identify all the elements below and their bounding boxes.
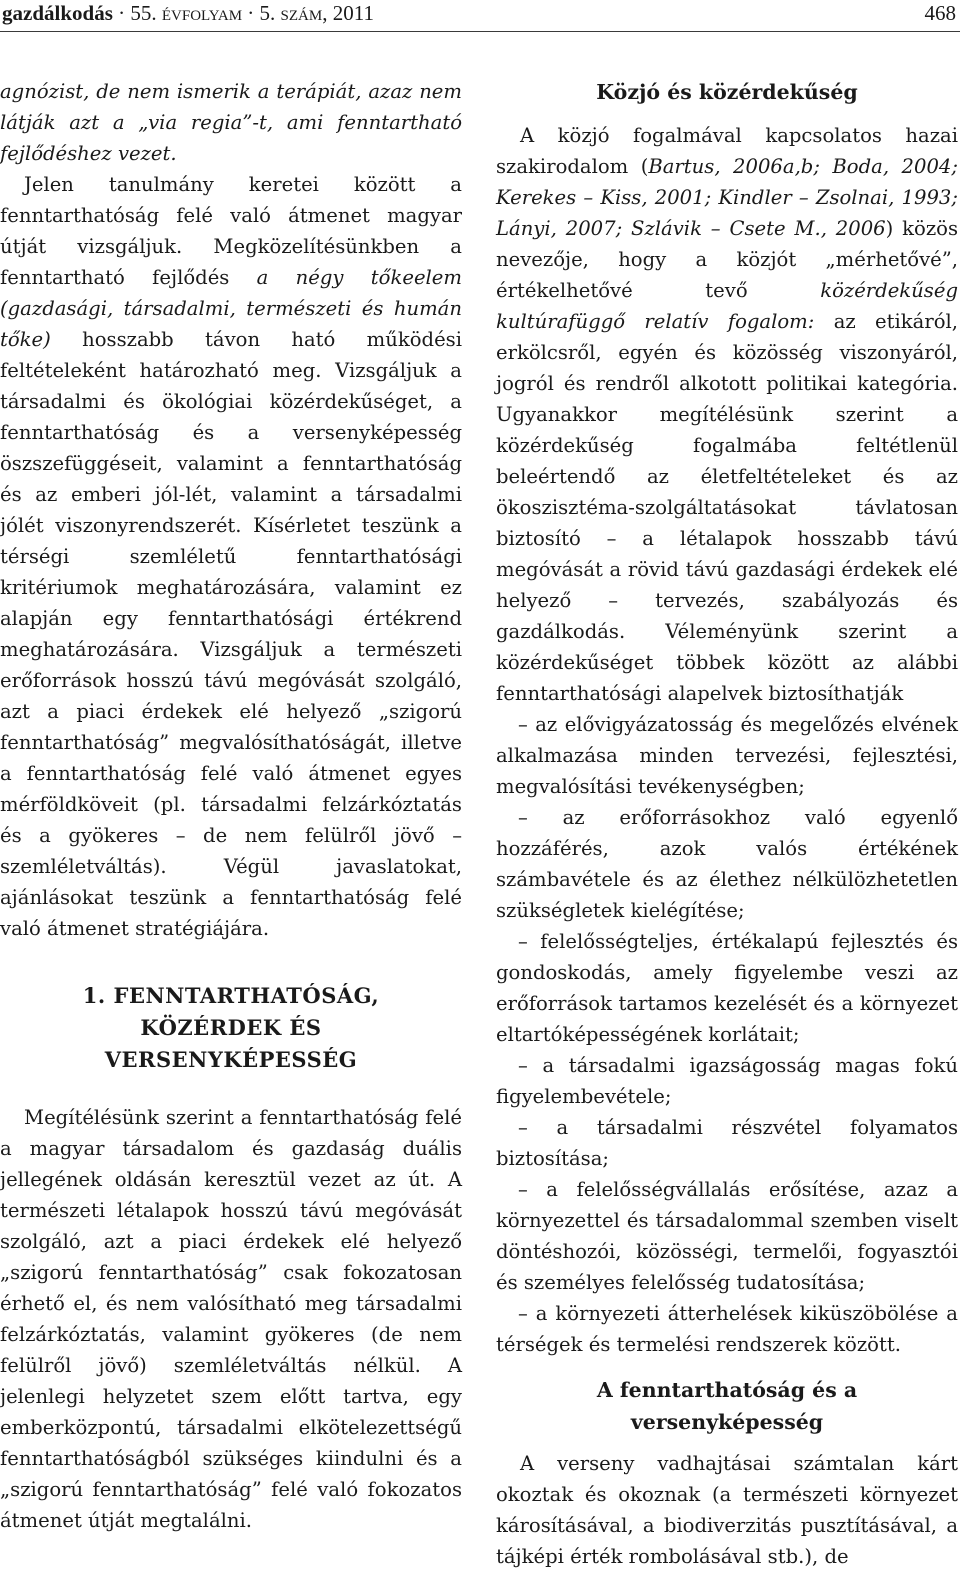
volume: 55. évfolyam [130, 1, 243, 25]
body-text: hosszabb távon ható működési feltételeként határozható meg. Vizsgáljuk a társadalmi és ökológiai közérdekűséget, a fenntarthatóság és a versenyképesség öszszefüggéseit, valamint a fenntarthatóság és az emberi jól-lét, valamint a társadalmi jólét viszonyrendszerét. Kísérletet teszünk a térségi szemléletű fenntarthatósági kritériumok meghatározására, valamint ez alapján egy fenntarthatósági értékrend meghatározására. Vizsgáljuk a természeti erőforrások hosszú távú megóvását szolgáló, azt a piaci érdekek elé helyező „szigorú fenntarthatóság” megvalósíthatóságát, illetve a fenntarthatóság felé való átmenet egyes mérföldköveit (pl. társadalmi felzárkóztatás és a gyökeres – de nem felülről jövő – szemléletváltás). Végül javaslatokat, ajánlásokat teszünk a fenntarthatóság felé való átmenet stratégiájára. [0, 328, 462, 940]
subsection-heading [496, 1374, 958, 1438]
header-separator: · [242, 1, 260, 25]
right-column [496, 76, 958, 1572]
body-text: A közjó fogalmával kapcsolatos hazai szakirodalom ( [496, 124, 958, 178]
italic-text: agnózist, de nem ismerik a terápiát, azaz nem látják azt a „via regia”-t, ami fenntartható fejlődéshez vezet. [0, 80, 462, 165]
body-text: az etikáról, erkölcsről, egyén és közösség viszonyáról, jogról és rendről alkotott politikai kategória. Ugyanakkor megítélésünk szerint a közérdekűség fogalmába feltétlenül beleértendő az életfeltételeket és az ökoszisztéma-szolgáltatásokat távlatosan biztosító – a létalapok hosszabb távú megóvását a rövid távú gazdasági érdekek elé helyező – tervezés, szabályozás és gazdálkodás. Véleményünk szerint a közérdekűséget többek között az alábbi fenntarthatósági alapelvek biztosíthatják [496, 310, 958, 705]
page-number: 468 [924, 1, 956, 25]
list-item: – a felelősségvállalás erősítése, azaz a környezettel és társadalommal szemben viselt döntéshozói, közösségi, termelői, fogyasztói és személyes felelősség tudatosítása; [496, 1178, 958, 1294]
journal-name: gazdálkodás [2, 1, 113, 25]
running-header [0, 0, 960, 30]
list-item: – a környezeti átterhelések kiküszöbölése a térségek és termelési rendszerek között. [496, 1302, 958, 1356]
section-heading [0, 980, 462, 1076]
section-heading-line: 1. FENNTARTHATÓSÁG, [82, 983, 380, 1008]
subsection-heading-line: A fenntarthatóság és a [596, 1378, 858, 1402]
italic-text: közérdekűség kultúrafüggő relatív fogalom: [496, 279, 958, 333]
section-heading-line: KÖZÉRDEK ÉS [140, 1015, 322, 1040]
subsection-heading-line: versenyképesség [630, 1410, 824, 1434]
list-item: – a társadalmi részvétel folyamatos biztosítása; [496, 1116, 958, 1170]
header-rule [0, 31, 960, 32]
paragraph: A verseny vadhajtásai számtalan kárt okoztak és okoznak (a természeti környezet károsításával, a biodiverzitás pusztításával, a tájképi érték rombolásával stb.), de [496, 1452, 958, 1568]
list-item: – az elővigyázatosság és megelőzés elvének alkalmazása minden tervezési, fejlesztési, megvalósítási tevékenységben; [496, 713, 958, 798]
paragraph [0, 76, 462, 169]
issue: 5. szám, 2011 [259, 1, 374, 25]
paragraph: Megítélésünk szerint a fenntarthatóság felé a magyar társadalom és gazdaság duális jellegének oldásán keresztül vezet az út. A természeti létalapok hosszú távú megóvását szolgáló, azt a piaci érdekek elé helyező „szigorú fenntarthatóság” csak fokozatosan érhető el, és nem valósítható meg társadalmi felzárkóztatás, valamint gyökeres (de nem felülről jövő) szemléletváltás nélkül. A jelenlegi helyzetet szem előtt tartva, egy emberközpontú, társadalmi elkötelezettségű fenntarthatóságból szükséges kiindulni és a „szigorú fenntarthatóság” felé való fokozatos átmenet útját megtalálni. [0, 1106, 462, 1532]
body-text: Jelen tanulmány keretei között a fenntarthatóság felé való átmenet magyar útját vizsgáljuk. Megközelítésünkben a fenntartható fejlődés [0, 173, 462, 289]
list-item: – a társadalmi igazságosság magas fokú figyelembevétele; [496, 1054, 958, 1108]
citation-list: Bartus, 2006a,b; Boda, 2004; Kerekes – Kiss, 2001; Kindler – Zsolnai, 1993; Lányi, 2007; Szlávik – Csete M., 2006 [496, 155, 958, 240]
left-column [0, 76, 462, 1536]
list-item: – felelősségteljes, értékalapú fejlesztés és gondoskodás, amely figyelembe veszi az erőforrások tartamos kezelését és a környezet eltartóképességének korlátait; [496, 930, 958, 1046]
journal-citation [2, 1, 374, 26]
subsection-heading: Közjó és közérdekűség [596, 80, 858, 104]
italic-text: a négy tőkeelem (gazdasági, társadalmi, természeti és humán tőke) [0, 266, 462, 351]
paragraph [496, 120, 958, 709]
paragraph [0, 169, 462, 944]
list-item: – az erőforrásokhoz való egyenlő hozzáférés, azok valós értékének számbavétele és az élethez nélkülözhetetlen szükségletek kielégítése; [496, 806, 958, 922]
section-heading-line: VERSENYKÉPESSÉG [104, 1047, 358, 1072]
body-text: ) közös nevezője, hogy a közjót „mérhetővé”, értékelhetővé tevő [496, 217, 958, 302]
header-separator: · [112, 1, 131, 25]
